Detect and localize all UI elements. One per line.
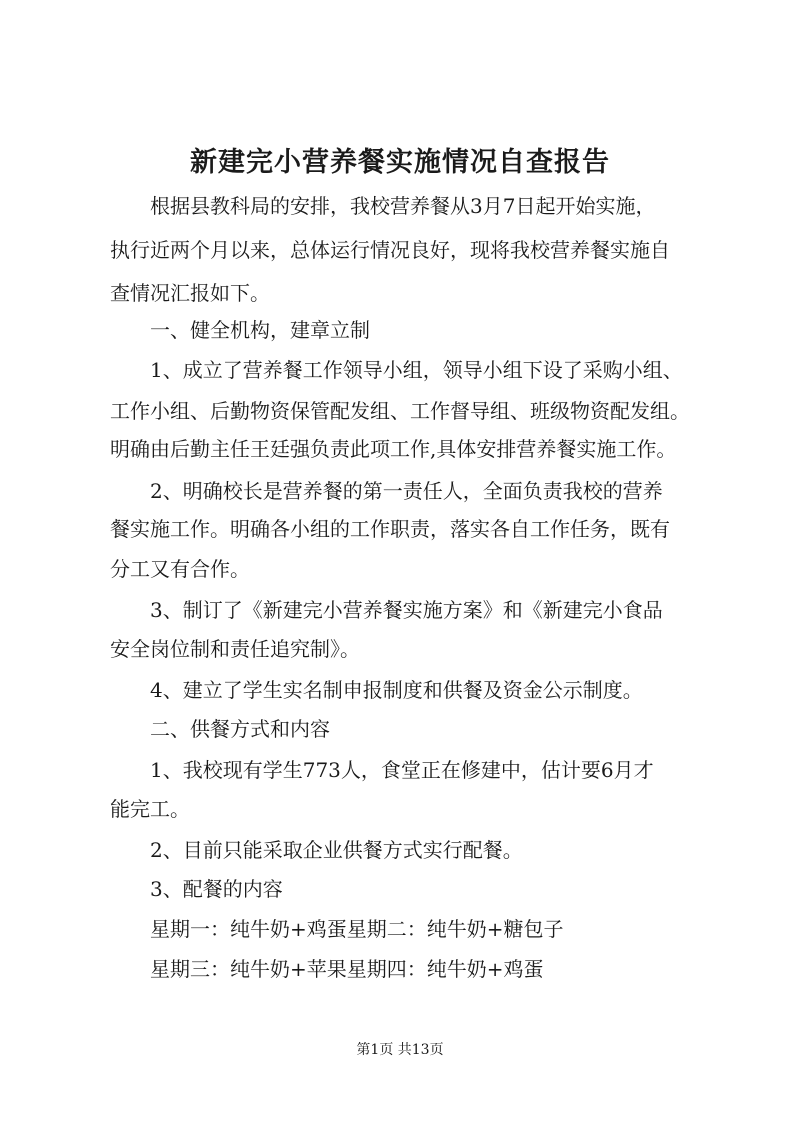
paragraph-line: 1、我校现有学生773人，食堂正在修建中，估计要6月才 [150,758,654,782]
paragraph-line: 2、目前只能采取企业供餐方式实行配餐。 [150,838,523,862]
section-heading: 二、供餐方式和内容 [150,717,330,741]
menu-line: 星期三：纯牛奶+苹果星期四：纯牛奶+鸡蛋 [150,957,544,981]
section-heading: 一、健全机构，建章立制 [150,318,370,342]
paragraph-line: 分工又有合作。 [110,557,250,581]
menu-line: 星期一：纯牛奶+鸡蛋星期二：纯牛奶+糖包子 [150,917,564,941]
page-footer: 第1页 共13页 [356,1042,444,1058]
paragraph-line: 3、配餐的内容 [150,877,283,901]
paragraph-line: 餐实施工作。明确各小组的工作职责，落实各自工作任务，既有 [110,517,670,541]
paragraph-line: 根据县教科局的安排，我校营养餐从3月7日起开始实施， [150,194,656,218]
paragraph-line: 能完工。 [110,797,190,821]
page-title: 新建完小营养餐实施情况自查报告 [190,147,610,178]
paragraph-line: 明确由后勤主任王廷强负责此项工作,具体安排营养餐实施工作。 [110,437,677,461]
paragraph-line: 执行近两个月以来，总体运行情况良好，现将我校营养餐实施自 [110,238,670,262]
paragraph-line: 3、制订了《新建完小营养餐实施方案》和《新建完小食品 [150,598,663,622]
paragraph-line: 1、成立了营养餐工作领导小组，领导小组下设了采购小组、 [150,358,683,382]
paragraph-line: 查情况汇报如下。 [110,281,270,305]
paragraph-line: 工作小组、后勤物资保管配发组、工作督导组、班级物资配发组。 [110,399,690,423]
paragraph-line: 2、明确校长是营养餐的第一责任人，全面负责我校的营养 [150,479,663,503]
paragraph-line: 4、建立了学生实名制申报制度和供餐及资金公示制度。 [150,678,643,702]
paragraph-line: 安全岗位制和责任追究制》。 [110,637,360,661]
